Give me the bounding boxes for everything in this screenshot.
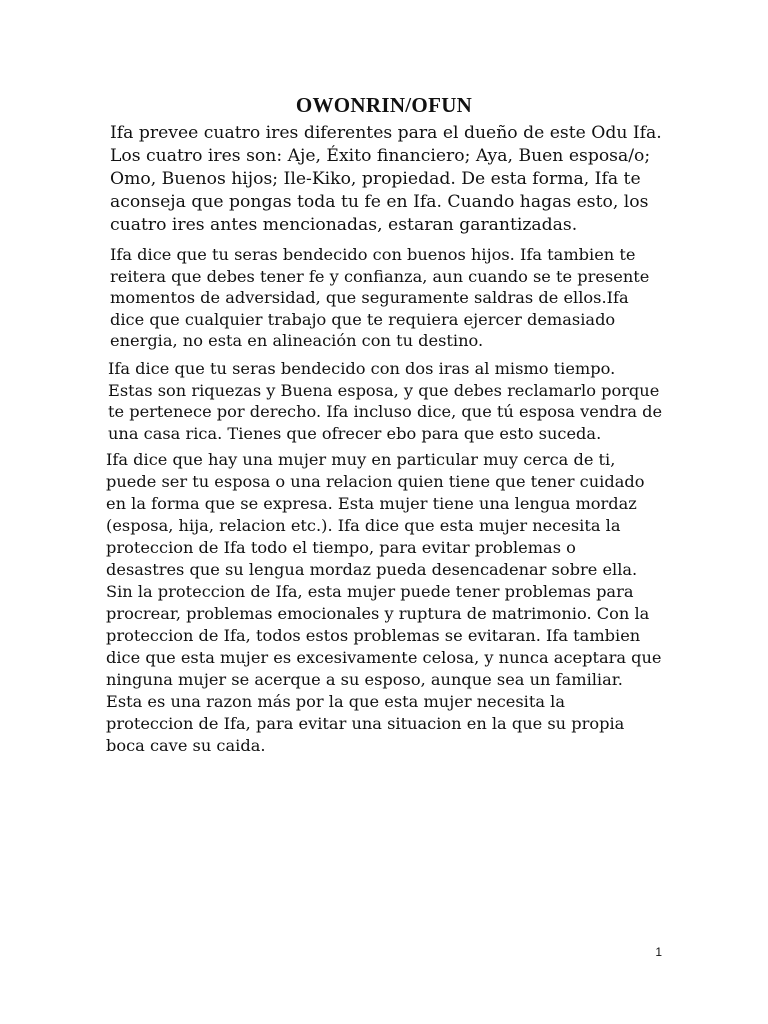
page-number: 1 [655,945,662,959]
page-title: OWONRIN/OFUN [295,93,473,117]
paragraph-3: Ifa dice que tu seras bendecido con dos iras al mismo tiempo. Estas son riquezas y Buena esposa, y que debes reclamarlo porque te pertenece por derecho. Ifa incluso dice, que tú esposa vendra de una casa rica. Tienes que ofrecer ebo para que esto suceda. [108,359,663,443]
paragraph-4: Ifa dice que hay una mujer muy en particular muy cerca de ti, puede ser tu esposa o una relacion quien tiene que tener cuidado en la forma que se expresa. Esta mujer tiene una lengua mordaz (esposa, hija, relacion etc.). Ifa dice que esta mujer necesita la proteccion de Ifa todo el tiempo, para evitar problemas o desastres que su lengua mordaz pueda desencadenar sobre ella. Sin la proteccion de Ifa, esta mujer puede tener problemas para procrear, problemas emocionales y ruptura de matrimonio. Con la proteccion de Ifa, todos estos problemas se evitaran. Ifa tambien dice que esta mujer es excesivamente celosa, y nunca aceptara que ninguna mujer se acerque a su esposo, aunque sea un familiar. Esta es una razon más por la que esta mujer necesita la proteccion de Ifa, para evitar una situacion en la que su propia boca cave su caida. [106,450,662,755]
paragraph-2: Ifa dice que tu seras bendecido con buenos hijos. Ifa tambien te reitera que debes tener fe y confianza, aun cuando se te presente momentos de adversidad, que seguramente saldras de ellos.Ifa dice que cualquier trabajo que te requiera ejercer demasiado energia, no esta en alineación con tu destino. [110,245,650,351]
paragraph-1: Ifa prevee cuatro ires diferentes para el dueño de este Odu Ifa. Los cuatro ires son: Aje, Éxito financiero; Aya, Buen esposa/o; Omo, Buenos hijos; Ile-Kiko, propiedad. De esta forma, Ifa te aconseja que pongas toda tu fe en Ifa. Cuando hagas esto, los cuatro ires antes mencionadas, estaran garantizadas. [110,123,662,235]
